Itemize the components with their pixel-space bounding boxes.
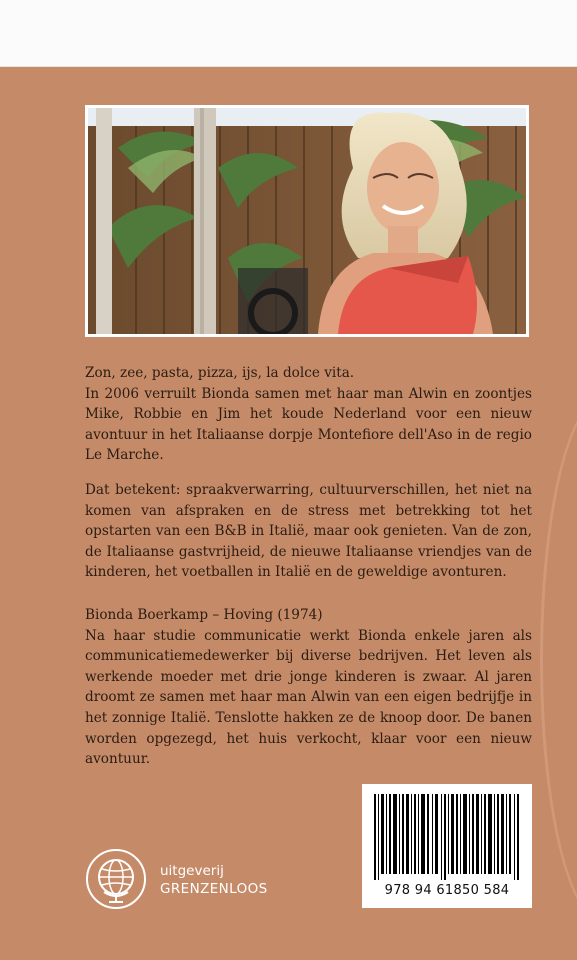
meaning-paragraph — [85, 480, 532, 583]
publisher-logo — [85, 848, 345, 912]
author-photo — [85, 105, 529, 337]
author-bio-paragraph — [85, 605, 532, 770]
author-name-line: Bionda Boerkamp – Hoving (1974) — [85, 607, 323, 623]
intro-paragraph — [85, 363, 532, 466]
decorative-arc — [540, 397, 577, 923]
publisher-name: GRENZENLOOS — [160, 881, 268, 897]
isbn-number: 978 94 61850 584 — [384, 883, 510, 898]
globe-icon — [85, 848, 147, 910]
meaning-text: Dat betekent: spraakverwarring, cultuurverschillen, het niet na komen van afspraken en de stress met betrekking tot het opstarten van een B&B in Italië, maar ook genieten. Van de zon, de Italiaanse gastvrijheid, de nieuwe Italiaanse vriendjes van de kinderen, het voetballen in Italië en de geweldige avonturen. — [85, 482, 532, 581]
publisher-label: uitgeverij — [160, 863, 224, 879]
barcode-bars — [374, 794, 520, 880]
intro-line-1: Zon, zee, pasta, pizza, ijs, la dolce vita. — [85, 365, 355, 381]
intro-line-2: In 2006 verruilt Bionda samen met haar man Alwin en zoontjes Mike, Robbie en Jim het koude Nederland voor een nieuw avontuur in het Italiaanse dorpje Montefiore dell'Aso in de regio Le Marche. — [85, 385, 532, 464]
top-margin — [0, 0, 577, 67]
author-bio-text: Na haar studie communicatie werkt Bionda enkele jaren als communicatiemedewerker bij diverse bedrijven. Het leven als werkende moeder met drie jonge kinderen is zwaar. Al jaren droomt ze samen met haar man Alwin van een eigen bedrijfje in het zonnige Italië. Tenslotte hakken ze de knoop door. De banen worden opgezegd, het huis verkocht, klaar voor een nieuw avontuur. — [85, 627, 532, 768]
isbn-barcode — [362, 784, 532, 908]
